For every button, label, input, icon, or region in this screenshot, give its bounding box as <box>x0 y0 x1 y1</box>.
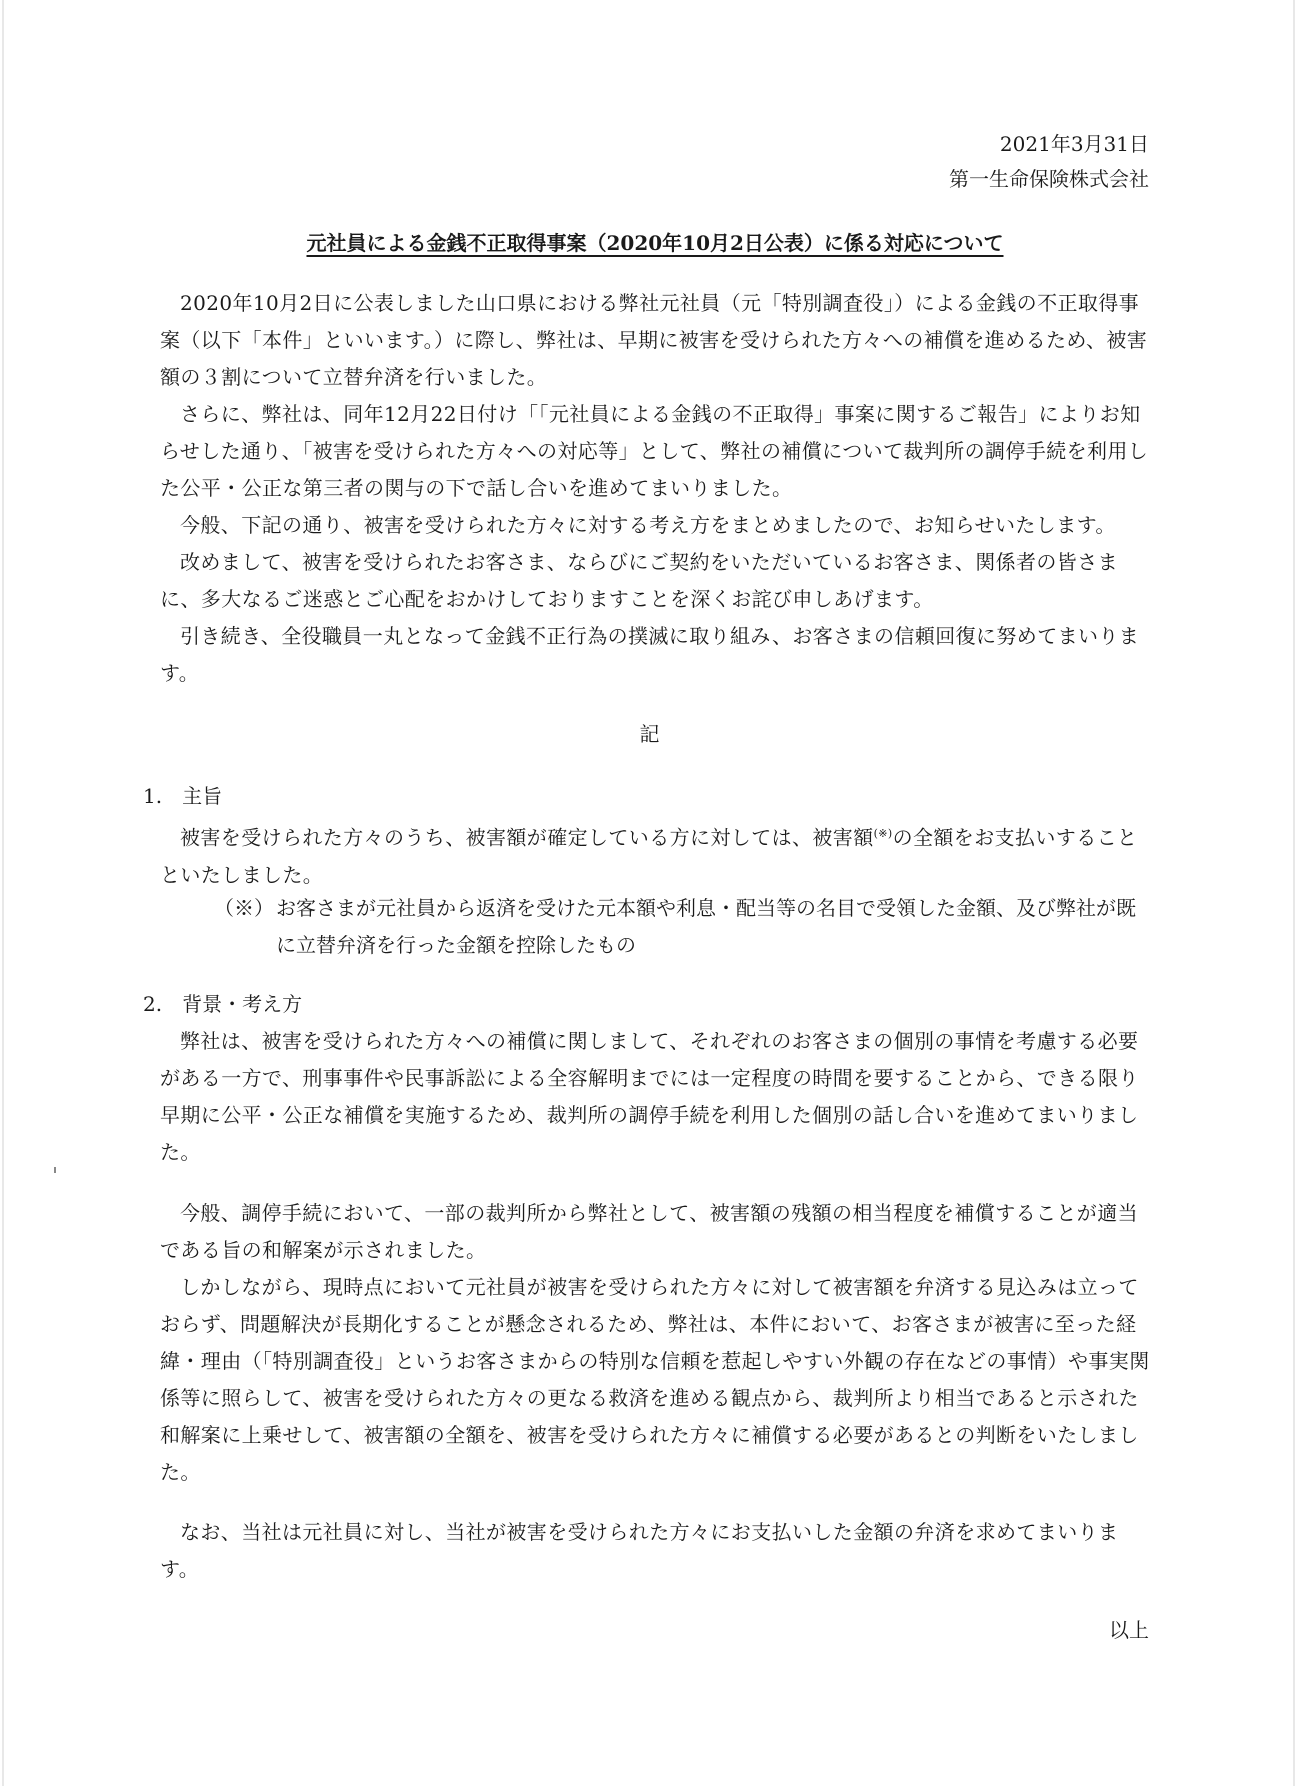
intro-paragraph-3: 今般、下記の通り、被害を受けられた方々に対する考え方をまとめましたので、お知らせいたします。 <box>180 513 1116 537</box>
document-title <box>160 228 1150 258</box>
footnote-text: お客さまが元社員から返済を受けた元本額や利息・配当等の名目で受領した金額、及び弊社が既に立替弁済を行った金額を控除したもの <box>276 896 1136 957</box>
company-name: 第一生命保険株式会社 <box>949 167 1149 191</box>
section-2-paragraph-2: 今般、調停手続において、一部の裁判所から弊社として、被害額の残額の相当程度を補償することが適当である旨の和解案が示されました。 <box>160 1201 1138 1262</box>
document-title-text: 元社員による金銭不正取得事案（2020年10月2日公表）に係る対応について <box>306 231 1004 255</box>
section-1-body-text-b: の全額をお支払いすることといたしました。 <box>160 825 1138 887</box>
ki-heading: 記 <box>639 722 660 746</box>
document-date: 2021年3月31日 <box>999 132 1149 156</box>
footnote-reference: (※) <box>873 827 893 840</box>
intro-paragraph-1: 2020年10月2日に公表しました山口県における弊社元社員（元「特別調査役」）による金銭の不正取得事案（以下「本件」といいます。）に際し、弊社は、早期に被害を受けられた方々への補償を進めるため、被害額の３割について立替弁済を行いました。 <box>160 291 1148 389</box>
closing-mark: 以上 <box>1109 1618 1149 1642</box>
section-1-heading: 1. 主旨 <box>143 784 223 808</box>
scan-speck <box>54 1167 56 1173</box>
intro-paragraph-4: 改めまして、被害を受けられたお客さま、ならびにご契約をいただいているお客さま、関係者の皆さまに、多大なるご迷惑とご心配をおかけしておりますことを深くお詫び申しあげます。 <box>160 550 1118 611</box>
section-1-body-text-a: 被害を受けられた方々のうち、被害額が確定している方に対しては、被害額 <box>180 825 874 850</box>
section-2-paragraph-4: なお、当社は元社員に対し、当社が被害を受けられた方々にお支払いした金額の弁済を求めてまいります。 <box>160 1520 1119 1581</box>
footnote-mark: （※） <box>214 896 274 920</box>
intro-paragraph-2: さらに、弊社は、同年12月22日付け「「元社員による金銭の不正取得」事案に関するご報告」によりお知らせした通り、「被害を受けられた方々への対応等」として、弊社の補償について裁判所の調停手続を利用した公平・公正な第三者の関与の下で話し合いを進めてまいりました。 <box>160 402 1149 500</box>
scan-right-edge <box>1293 0 1295 1786</box>
section-2-paragraph-1: 弊社は、被害を受けられた方々への補償に関しまして、それぞれのお客さまの個別の事情を考慮する必要がある一方で、刑事事件や民事訴訟による全容解明までには一定程度の時間を要することから、できる限り早期に公平・公正な補償を実施するため、裁判所の調停手続を利用した個別の話し合いを進めてまいりました。 <box>160 1029 1139 1164</box>
intro-paragraph-5: 引き続き、全役職員一丸となって金銭不正行為の撲滅に取り組み、お客さまの信頼回復に努めてまいります。 <box>160 624 1140 685</box>
section-1-body <box>160 815 1150 894</box>
section-2-paragraph-3: しかしながら、現時点において元社員が被害を受けられた方々に対して被害額を弁済する見込みは立っておらず、問題解決が長期化することが懸念されるため、弊社は、本件において、お客さまが被害に至った経緯・理由（「特別調査役」というお客さまからの特別な信頼を惹起しやすい外観の存在などの事情）や事実関係等に照らして、被害を受けられた方々の更なる救済を進める観点から、裁判所より相当であると示された和解案に上乗せして、被害額の全額を、被害を受けられた方々に補償する必要があるとの判断をいたしました。 <box>160 1275 1150 1484</box>
scan-left-edge <box>2 0 4 1786</box>
section-2-heading: 2. 背景・考え方 <box>143 992 303 1016</box>
